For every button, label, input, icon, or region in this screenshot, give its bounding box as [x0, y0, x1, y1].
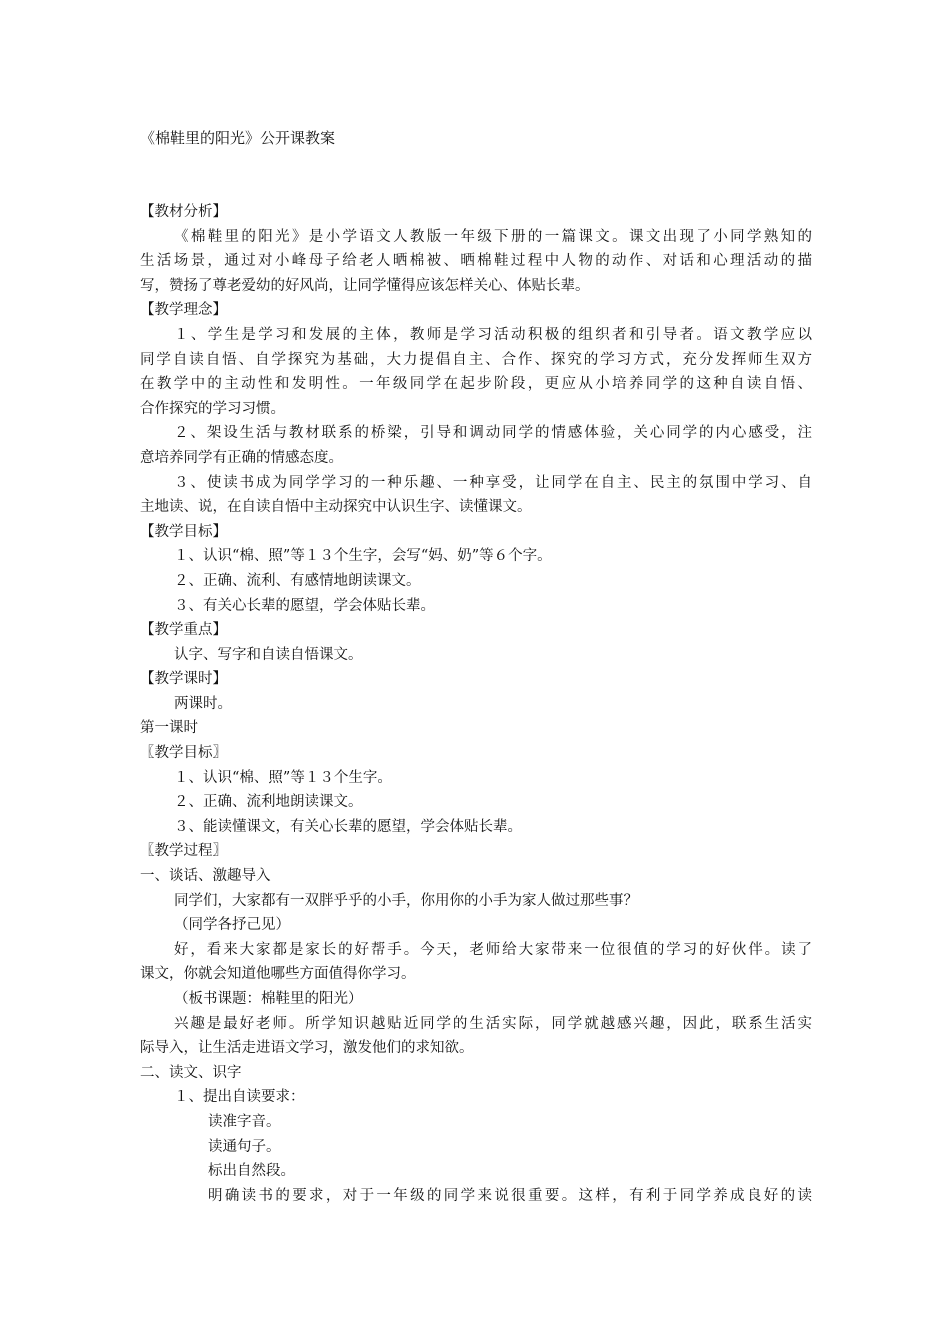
text-line: 兴趣是最好老师。所学知识越贴近同学的生活实际，同学就越感兴趣，因此，联系生活实	[174, 1015, 812, 1032]
text-line: 认字、写字和自读自悟课文。	[174, 646, 363, 663]
text-line: ２、架设生活与教材联系的桥梁，引导和调动同学的情感体验，关心同学的内心感受，注	[174, 425, 812, 442]
text-line: 二、读文、识字	[140, 1064, 242, 1081]
text-line: 课文，你就会知道他哪些方面值得你学习。	[140, 966, 416, 983]
text-line: 〖教学目标〗	[140, 745, 227, 762]
text-line: 【教学理念】	[140, 302, 227, 319]
text-line: 际导入，让生活走进语文学习，激发他们的求知欲。	[140, 1040, 474, 1057]
text-line: １、提出自读要求：	[174, 1089, 305, 1106]
text-line: 在教学中的主动性和发明性。一年级同学在起步阶段，更应从小培养同学的这种自读自悟、	[140, 376, 812, 393]
text-line: ３、能读懂课文，有关心长辈的愿望，学会体贴长辈。	[174, 818, 522, 835]
text-line: 【教学重点】	[140, 622, 227, 639]
text-line: （板书课题：棉鞋里的阳光）	[174, 991, 363, 1007]
text-line: 读准字音。	[208, 1113, 281, 1130]
text-line: 一、谈话、激趣导入	[140, 868, 271, 885]
text-line: 第一课时	[140, 720, 198, 737]
text-line: （同学各抒己见）	[174, 917, 290, 934]
text-line: 同学自读自悟、自学探究为基础，大力提倡自主、合作、探究的学习方式，充分发挥师生双方	[140, 351, 812, 368]
text-line: 〖教学过程〗	[140, 843, 227, 860]
text-line: ３、有关心长辈的愿望，学会体贴长辈。	[174, 597, 435, 614]
text-line: ３、使读书成为同学学习的一种乐趣、一种享受，让同学在自主、民主的氛围中学习、自	[174, 474, 812, 491]
text-line: 【教学课时】	[140, 671, 227, 688]
text-line: 同学们，大家都有一双胖乎乎的小手，你用你的小手为家人做过那些事？	[174, 892, 638, 909]
text-line: 写，赞扬了尊老爱幼的好风尚，让同学懂得应该怎样关心、体贴长辈。	[140, 277, 590, 294]
text-line: 生活场景，通过对小峰母子给老人晒棉被、晒棉鞋过程中人物的动作、对话和心理活动的描	[140, 253, 812, 270]
text-line: ２、正确、流利、有感情地朗读课文。	[174, 572, 421, 589]
document-body	[140, 200, 812, 1208]
text-line: １、认识“棉、照”等１３个生字，会写“妈、奶”等６个字。	[174, 548, 552, 565]
text-line: 【教材分析】	[140, 204, 227, 220]
text-line: 明确读书的要求，对于一年级的同学来说很重要。这样，有利于同学养成良好的读	[208, 1187, 812, 1204]
text-line: 两课时。	[174, 695, 232, 712]
text-line: １、学生是学习和发展的主体，教师是学习活动积极的组织者和引导者。语文教学应以	[174, 326, 812, 343]
text-line: 《棉鞋里的阳光》是小学语文人教版一年级下册的一篇课文。课文出现了小同学熟知的	[174, 228, 812, 245]
text-line: 合作探究的学习习惯。	[140, 400, 285, 417]
text-line: １、认识“棉、照”等１３个生字。	[174, 769, 392, 786]
text-line: 好，看来大家都是家长的好帮手。今天，老师给大家带来一位很值的学习的好伙伴。读了	[174, 941, 812, 958]
text-line: 读通句子。	[208, 1138, 281, 1155]
text-line: 标出自然段。	[208, 1163, 295, 1180]
text-line: 主地读、说，在自读自悟中主动探究中认识生字、读懂课文。	[140, 499, 532, 516]
text-line: ２、正确、流利地朗读课文。	[174, 794, 363, 811]
text-line: 意培养同学有正确的情感态度。	[140, 449, 343, 466]
text-line: 【教学目标】	[140, 523, 227, 540]
page-title: 《棉鞋里的阳光》公开课教案	[140, 129, 336, 147]
